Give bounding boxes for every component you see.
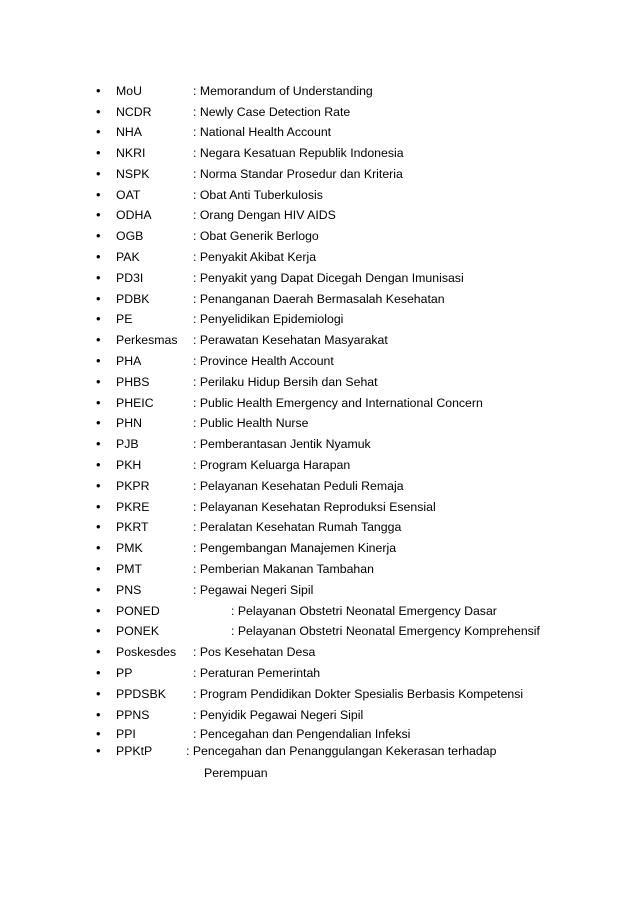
definition: : Penyakit yang Dapat Dicegah Dengan Imunisasi xyxy=(193,271,464,285)
abbreviation: PMT xyxy=(116,562,142,576)
abbreviation: PJB xyxy=(116,437,139,451)
bullet: • xyxy=(96,436,101,451)
definition: : Penyelidikan Epidemiologi xyxy=(193,312,344,326)
definition: : Obat Anti Tuberkulosis xyxy=(193,188,323,202)
definition: : Pelayanan Obstetri Neonatal Emergency Dasar xyxy=(231,604,497,618)
bullet: • xyxy=(96,104,101,119)
bullet: • xyxy=(96,166,101,181)
definition: : Obat Generik Berlogo xyxy=(193,229,319,243)
abbreviation: Poskesdes xyxy=(116,645,177,659)
definition: : Pencegahan dan Penanggulangan Kekerasan terhadap xyxy=(186,744,497,758)
definition: : Program Keluarga Harapan xyxy=(193,458,351,472)
abbreviation: PE xyxy=(116,312,133,326)
definition: : Memorandum of Understanding xyxy=(193,84,373,98)
bullet: • xyxy=(96,311,101,326)
abbreviation: Perkesmas xyxy=(116,333,178,347)
abbreviation: MoU xyxy=(116,84,142,98)
definition: : Penanganan Daerah Bermasalah Kesehatan xyxy=(193,292,445,306)
definition: : Orang Dengan HIV AIDS xyxy=(193,208,336,222)
abbreviation: PMK xyxy=(116,541,143,555)
abbreviation: NSPK xyxy=(116,167,150,181)
definition: : Peraturan Pemerintah xyxy=(193,666,321,680)
bullet: • xyxy=(96,83,101,98)
bullet: • xyxy=(96,145,101,160)
definition: : Province Health Account xyxy=(193,354,334,368)
bullet: • xyxy=(96,353,101,368)
abbreviation: PONEK xyxy=(116,624,160,638)
abbreviation: NCDR xyxy=(116,105,152,119)
definition: : Pos Kesehatan Desa xyxy=(193,645,316,659)
bullet: • xyxy=(96,519,101,534)
bullet: • xyxy=(96,228,101,243)
abbreviation: PKPR xyxy=(116,479,150,493)
bullet: • xyxy=(96,623,101,638)
bullet: • xyxy=(96,686,101,701)
bullet: • xyxy=(96,207,101,222)
definition: : National Health Account xyxy=(193,125,332,139)
bullet: • xyxy=(96,332,101,347)
abbreviation: PKRT xyxy=(116,520,149,534)
bullet: • xyxy=(96,540,101,555)
definition: : Perilaku Hidup Bersih dan Sehat xyxy=(193,375,378,389)
abbreviation: PONED xyxy=(116,604,160,618)
definition: : Pemberantasan Jentik Nyamuk xyxy=(193,437,371,451)
definition: : Program Pendidikan Dokter Spesialis Berbasis Kompetensi xyxy=(193,687,524,701)
bullet: • xyxy=(96,726,101,741)
bullet: • xyxy=(96,291,101,306)
abbreviation: NKRI xyxy=(116,146,146,160)
abbreviation: PPI xyxy=(116,727,136,741)
abbreviation: PPDSBK xyxy=(116,687,166,701)
bullet: • xyxy=(96,270,101,285)
bullet: • xyxy=(96,582,101,597)
abbreviation: ODHA xyxy=(116,208,152,222)
definition: : Pencegahan dan Pengendalian Infeksi xyxy=(193,727,411,741)
abbreviation: PP xyxy=(116,666,133,680)
definition: : Pemberian Makanan Tambahan xyxy=(193,562,374,576)
bullet: • xyxy=(96,124,101,139)
definition: : Norma Standar Prosedur dan Kriteria xyxy=(193,167,403,181)
abbreviation: NHA xyxy=(116,125,142,139)
abbreviation: PPNS xyxy=(116,708,150,722)
bullet: • xyxy=(96,603,101,618)
bullet: • xyxy=(96,415,101,430)
definition: : Peralatan Kesehatan Rumah Tangga xyxy=(193,520,402,534)
abbreviation: PKRE xyxy=(116,500,150,514)
bullet: • xyxy=(96,395,101,410)
definition: : Pelayanan Kesehatan Reproduksi Esensial xyxy=(193,500,436,514)
abbreviation: PKH xyxy=(116,458,142,472)
definition: : Pelayanan Kesehatan Peduli Remaja xyxy=(193,479,404,493)
abbreviation: PAK xyxy=(116,250,140,264)
abbreviation: OGB xyxy=(116,229,144,243)
definition: : Pegawai Negeri Sipil xyxy=(193,583,314,597)
definition-continuation: Perempuan xyxy=(204,766,268,780)
bullet: • xyxy=(96,249,101,264)
definition: : Public Health Emergency and International Concern xyxy=(193,396,483,410)
bullet: • xyxy=(96,499,101,514)
abbreviation: OAT xyxy=(116,188,141,202)
abbreviation: PDBK xyxy=(116,292,150,306)
bullet: • xyxy=(96,561,101,576)
definition: : Penyakit Akibat Kerja xyxy=(193,250,317,264)
abbreviation: PHA xyxy=(116,354,142,368)
bullet: • xyxy=(96,743,101,758)
bullet: • xyxy=(96,374,101,389)
bullet: • xyxy=(96,644,101,659)
bullet: • xyxy=(96,707,101,722)
definition: : Newly Case Detection Rate xyxy=(193,105,351,119)
abbreviation: PNS xyxy=(116,583,142,597)
definition: : Negara Kesatuan Republik Indonesia xyxy=(193,146,404,160)
definition: : Penyidik Pegawai Negeri Sipil xyxy=(193,708,364,722)
abbreviation: PHN xyxy=(116,416,142,430)
definition: : Perawatan Kesehatan Masyarakat xyxy=(193,333,388,347)
bullet: • xyxy=(96,478,101,493)
bullet: • xyxy=(96,665,101,680)
bullet: • xyxy=(96,187,101,202)
definition: : Pengembangan Manajemen Kinerja xyxy=(193,541,397,555)
abbreviation: PHEIC xyxy=(116,396,154,410)
bullet: • xyxy=(96,457,101,472)
abbreviation: PD3I xyxy=(116,271,144,285)
definition: : Pelayanan Obstetri Neonatal Emergency Komprehensif xyxy=(231,624,540,638)
abbreviation: PPKtP xyxy=(116,744,153,758)
abbreviation: PHBS xyxy=(116,375,150,389)
definition: : Public Health Nurse xyxy=(193,416,309,430)
